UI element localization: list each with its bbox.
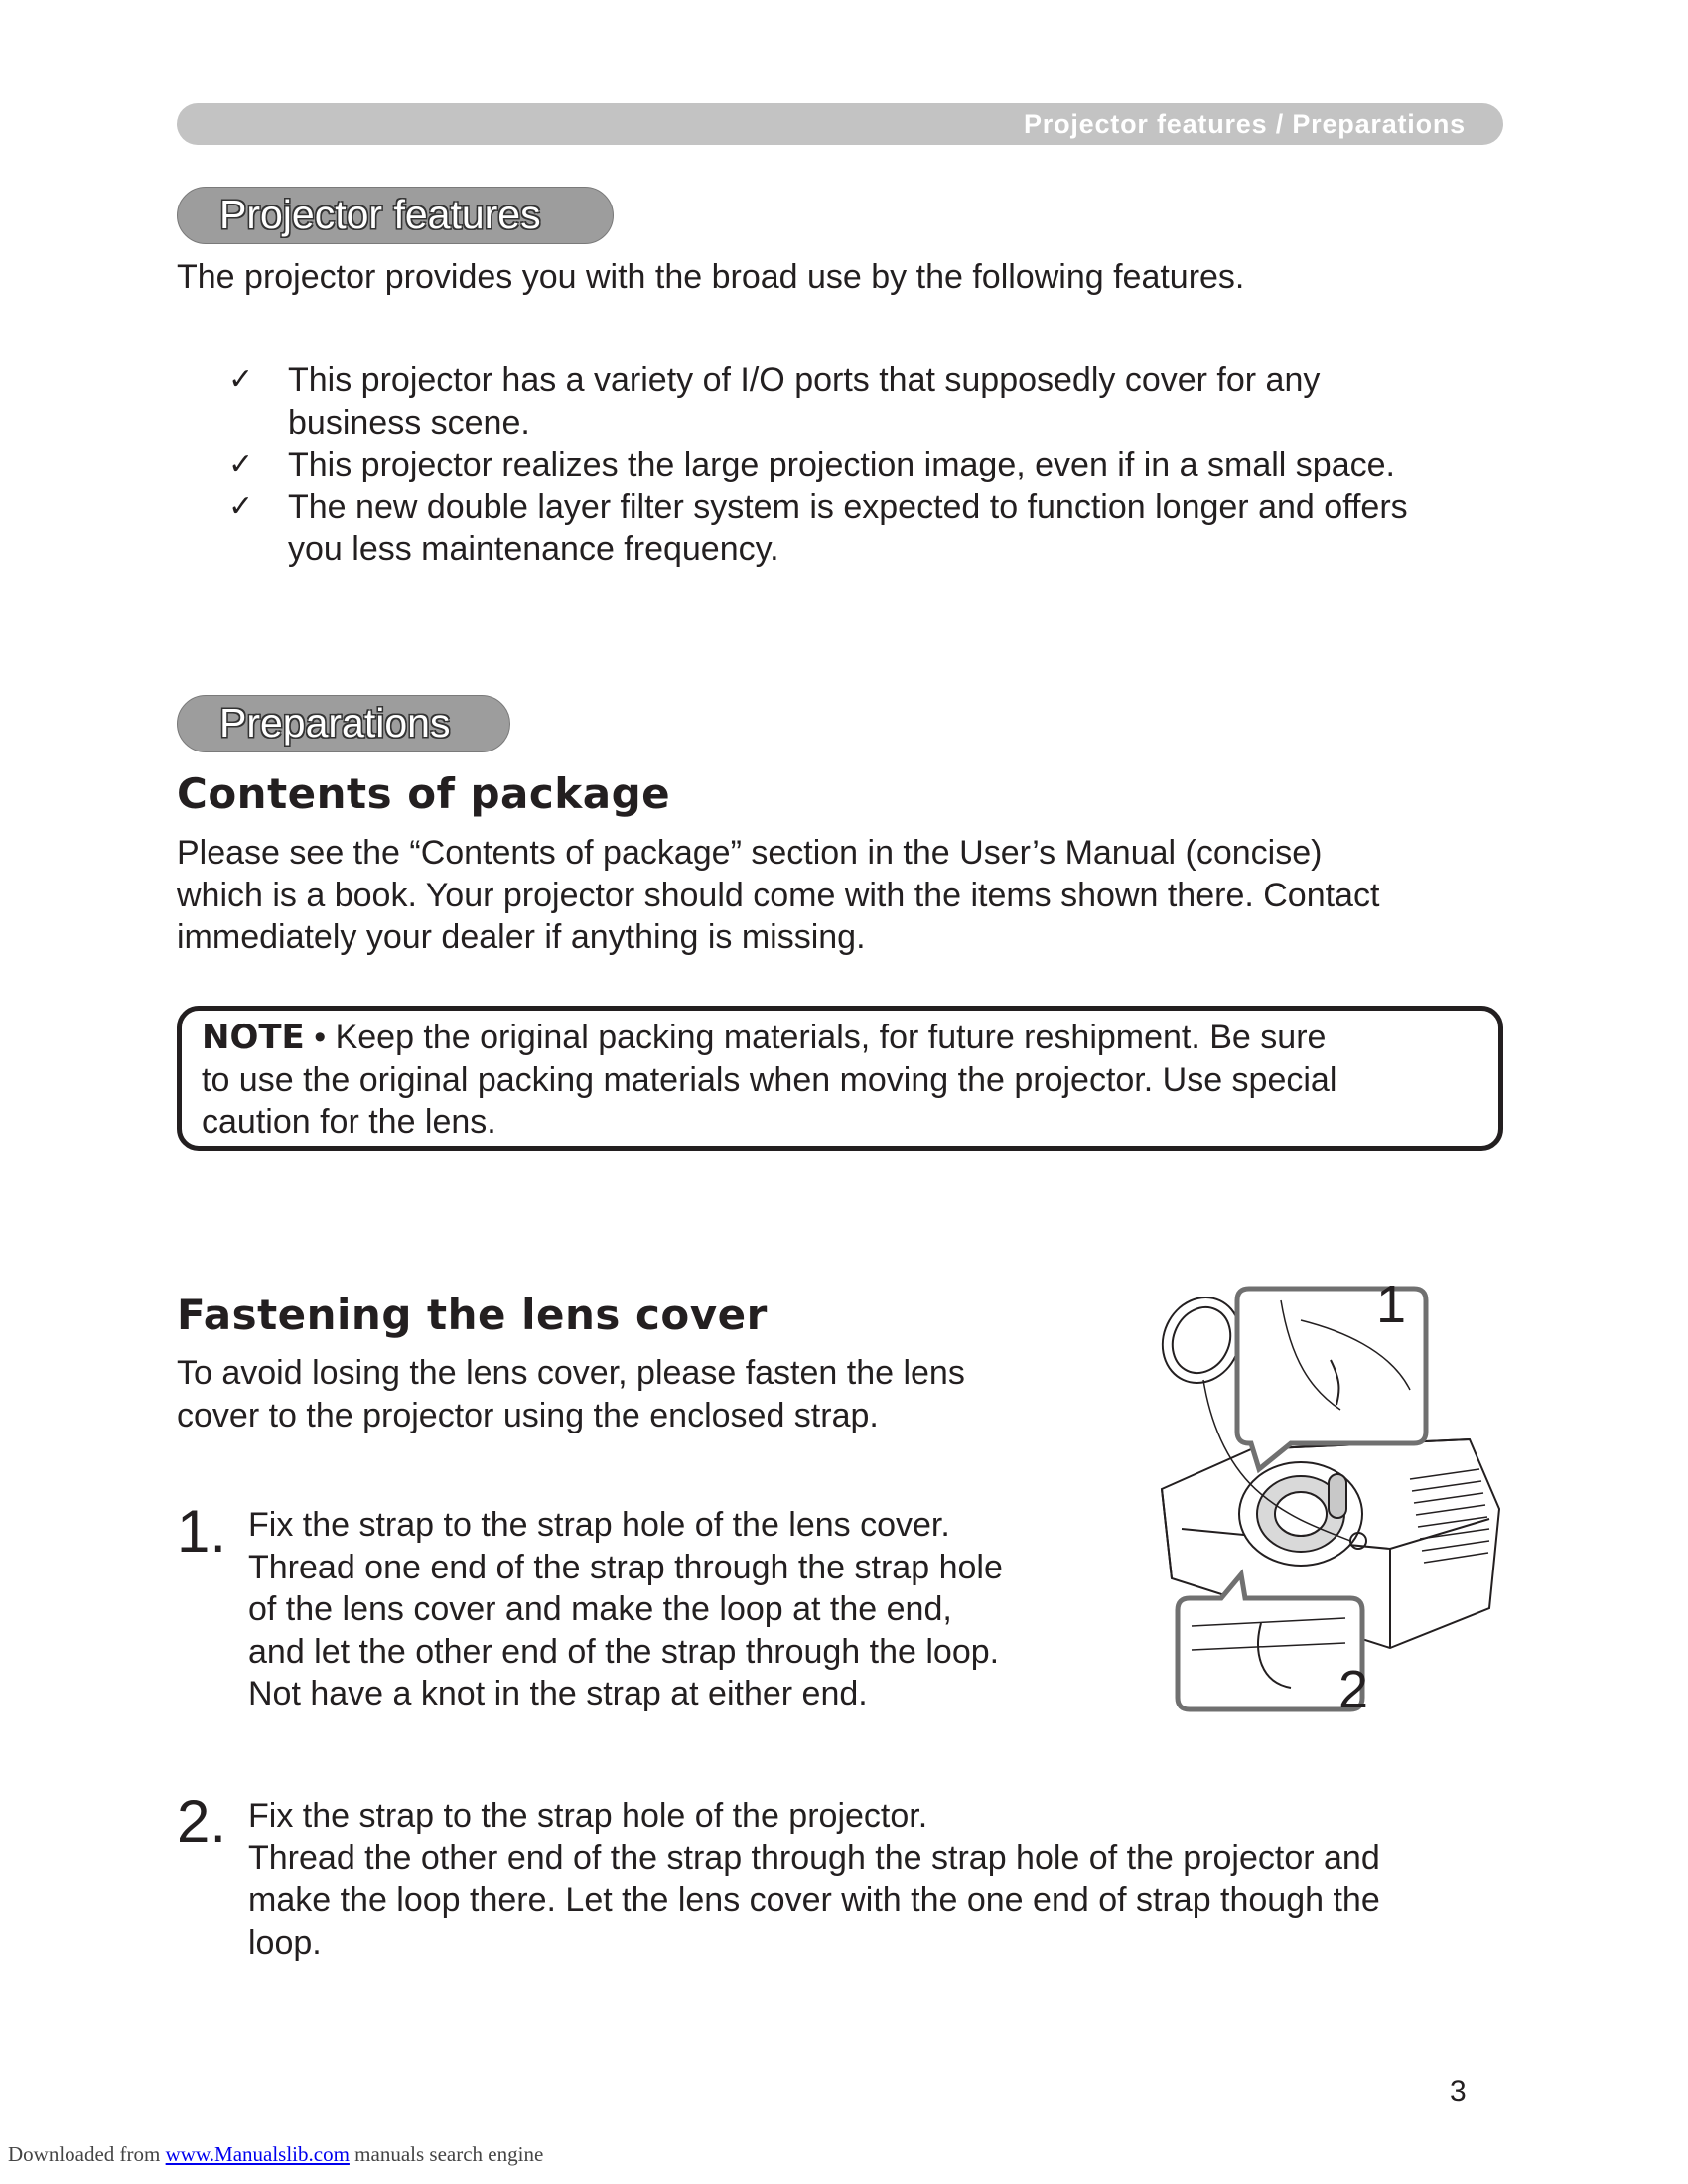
step-line: of the lens cover and make the loop at the end, (248, 1590, 952, 1628)
header-bar (177, 103, 1503, 145)
step-2-number: 2. (177, 1788, 227, 1854)
preparations-pill (177, 695, 510, 752)
note-box (177, 1006, 1503, 1151)
contents-of-package-heading: Contents of package (177, 769, 671, 818)
feature-line: you less maintenance frequency. (288, 530, 779, 568)
step-line: Fix the strap to the strap hole of the projector. (248, 1797, 928, 1835)
checkmark-icon: ✓ (228, 447, 254, 481)
step-line: Thread one end of the strap through the strap hole (248, 1548, 1003, 1586)
feature-line: The new double layer filter system is expected to function longer and offers (288, 487, 1408, 526)
footer-suffix: manuals search engine (349, 2142, 544, 2166)
note-text (202, 1017, 1469, 1144)
callout-1-label: 1 (1376, 1281, 1407, 1334)
contents-line: which is a book. Your projector should come with the items shown there. Contact (177, 876, 1380, 914)
step-line: Fix the strap to the strap hole of the lens cover. (248, 1506, 950, 1544)
footer-prefix: Downloaded from (8, 2142, 166, 2166)
lens-intro-line: cover to the projector using the enclosed strap. (177, 1396, 879, 1434)
step-line: loop. (248, 1923, 322, 1962)
feature-line: This projector realizes the large projection image, even if in a small space. (288, 446, 1395, 483)
list-item (228, 486, 1519, 571)
checkmark-icon: ✓ (228, 362, 254, 397)
step-line: and let the other end of the strap through the loop. (248, 1632, 1000, 1671)
step-2-text (248, 1795, 1380, 1964)
note-line: caution for the lens. (202, 1103, 496, 1141)
header-section-title: Projector features / Preparations (1023, 109, 1466, 139)
feature-line: This projector has a variety of I/O ports that supposedly cover for any (288, 361, 1321, 399)
note-label: NOTE (202, 1018, 305, 1057)
lens-intro-line: To avoid losing the lens cover, please fasten the lens (177, 1354, 965, 1392)
fastening-lens-cover-heading: Fastening the lens cover (177, 1291, 768, 1339)
step-1-number: 1. (177, 1498, 227, 1565)
callout-2-label: 2 (1338, 1660, 1369, 1717)
note-line: • Keep the original packing materials, for future reshipment. Be sure (304, 1019, 1327, 1056)
features-intro: The projector provides you with the broad use by the following features. (177, 258, 1245, 296)
step-line: make the loop there. Let the lens cover with the one end of strap though the (248, 1881, 1380, 1919)
feature-line: business scene. (288, 403, 530, 442)
checkmark-icon: ✓ (228, 488, 254, 524)
lens-cover-intro (177, 1352, 965, 1436)
lens-cover-strap-figure (1142, 1281, 1519, 1717)
note-line: to use the original packing materials when moving the projector. Use special (202, 1060, 1337, 1099)
list-item (228, 444, 1519, 486)
step-line: Thread the other end of the strap through the strap hole of the projector and (248, 1839, 1380, 1877)
projector-features-pill-label: Projector features (219, 192, 541, 237)
contents-line: Please see the “Contents of package” section in the User’s Manual (concise) (177, 834, 1323, 872)
list-item (228, 359, 1519, 444)
page-number: 3 (1450, 2075, 1467, 2108)
step-1-text (248, 1504, 1003, 1715)
contents-paragraph (177, 832, 1379, 959)
footer (8, 2142, 543, 2167)
contents-line: immediately your dealer if anything is missing. (177, 918, 866, 956)
manualslib-link[interactable]: www.Manualslib.com (165, 2142, 350, 2166)
features-checklist (228, 359, 1519, 571)
step-line: Not have a knot in the strap at either end. (248, 1675, 868, 1712)
preparations-pill-label: Preparations (219, 700, 451, 746)
projector-features-pill (177, 187, 614, 244)
